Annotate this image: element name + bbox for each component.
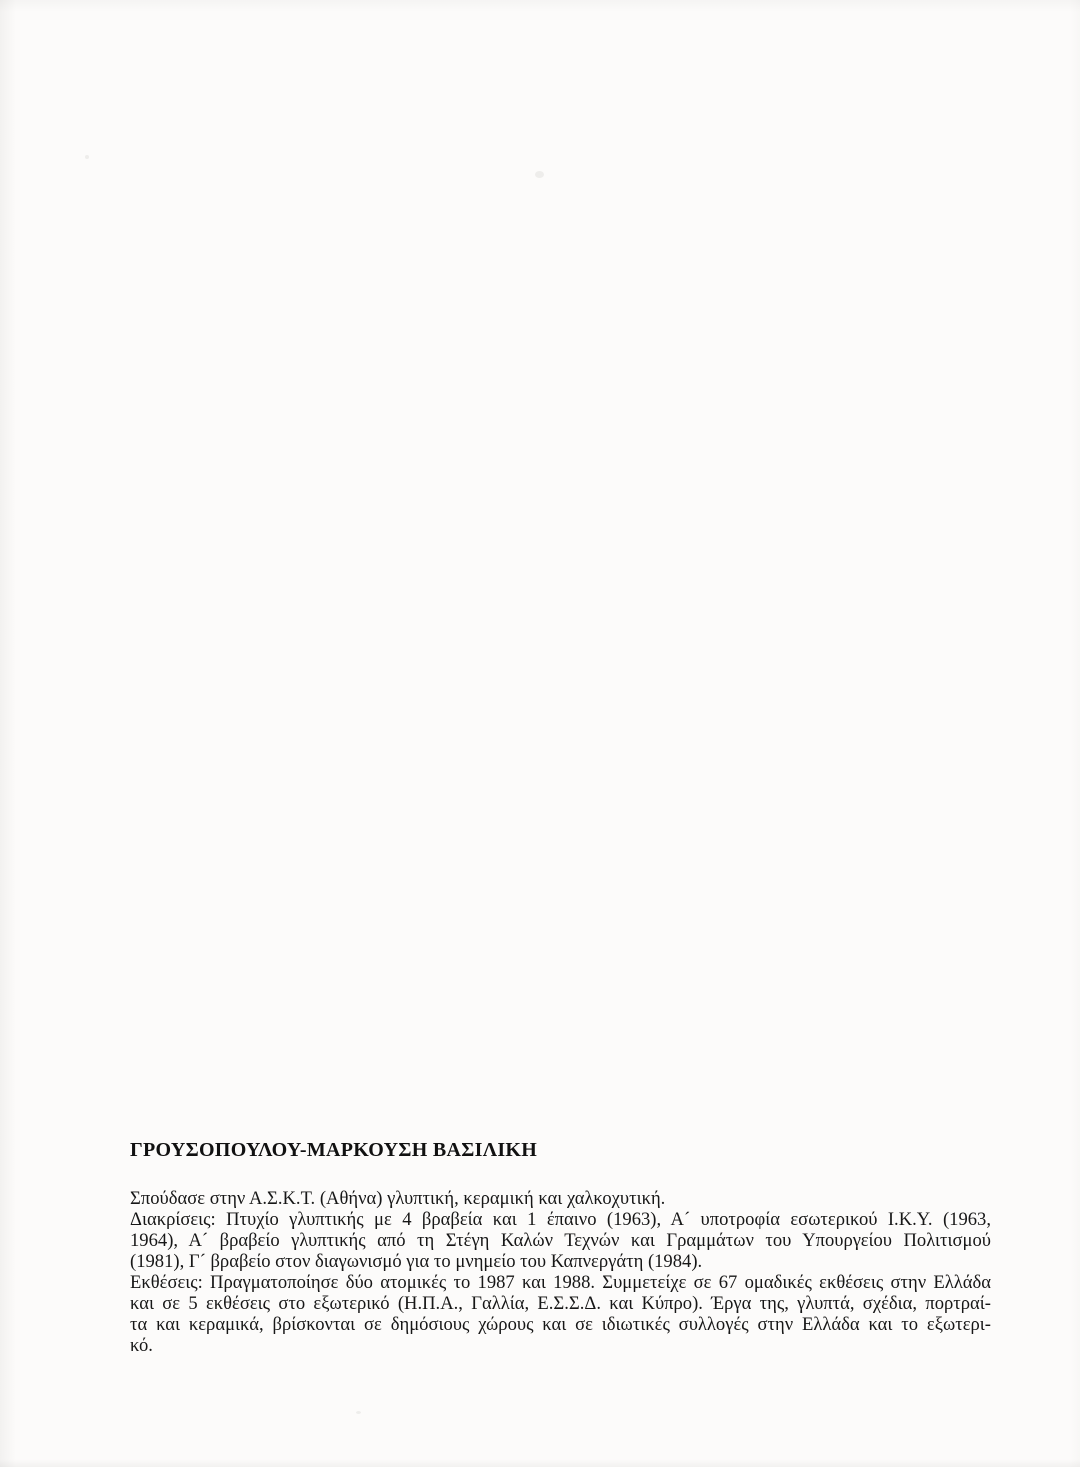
bio-line: Διακρίσεις: Πτυχίο γλυπτικής με 4 βραβεία και 1 έπαινο (1963), Α´ υποτροφία εσωτερικού Ι.Κ.Υ. (1963,: [130, 1209, 991, 1230]
bio-line: κό.: [130, 1335, 153, 1356]
bio-line: 1964), Α´ βραβείο γλυπτικής από τη Στέγη Καλών Τεχνών και Γραμμάτων του Υπουργείου Πολιτισμού: [130, 1230, 991, 1251]
artist-name-heading: ΓΡΟΥΣΟΠΟΥΛΟΥ-ΜΑΡΚΟΥΣΗ ΒΑΣΙΛΙΚΗ: [130, 1139, 538, 1161]
bio-line: Εκθέσεις: Πραγματοποίησε δύο ατομικές το 1987 και 1988. Συμμετείχε σε 67 ομαδικές εκθέσεις στην Ελλάδα: [130, 1272, 991, 1293]
scan-speck: [535, 171, 544, 178]
scan-speck: [356, 1411, 361, 1414]
bio-line: και σε 5 εκθέσεις στο εξωτερικό (Η.Π.Α., Γαλλία, Ε.Σ.Σ.Δ. και Κύπρο). Έργα της, γλυπτά, σχέδια, πορτραί-: [130, 1293, 991, 1314]
bio-line: Σπούδασε στην Α.Σ.Κ.Τ. (Αθήνα) γλυπτική, κεραμική και χαλκοχυτική.: [130, 1188, 666, 1209]
bio-line: (1981), Γ´ βραβείο στον διαγωνισμό για το μνημείο του Καπνεργάτη (1984).: [130, 1251, 703, 1272]
bio-entry: [130, 1139, 991, 1356]
bio-line: τα και κεραμικά, βρίσκονται σε δημόσιους χώρους και σε ιδιωτικές συλλογές στην Ελλάδα και το εξωτερι-: [130, 1314, 991, 1335]
scan-speck: [85, 155, 89, 159]
bio-paragraph: [130, 1188, 991, 1356]
